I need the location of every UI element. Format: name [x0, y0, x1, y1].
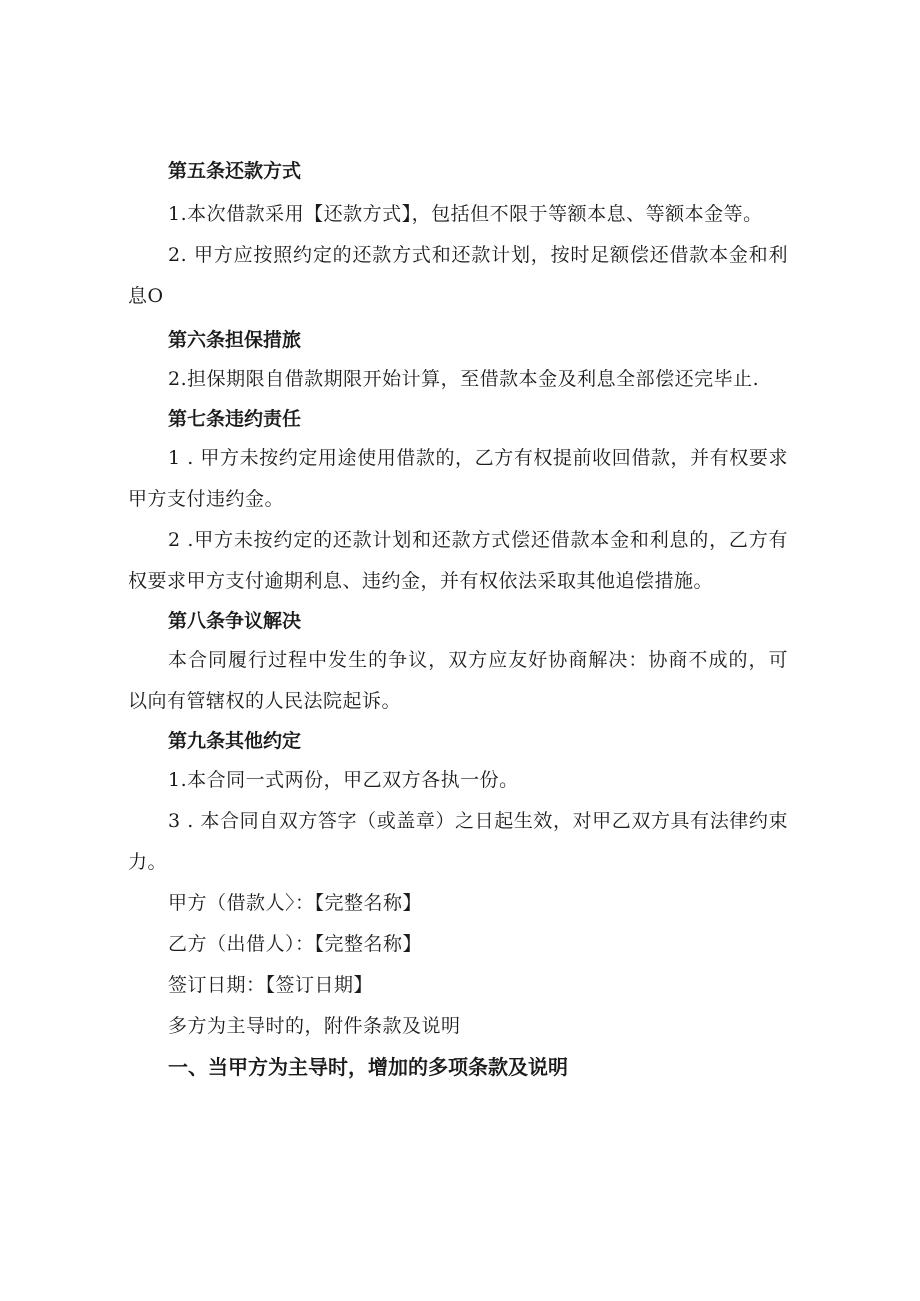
article-7-paragraph-1: 1 . 甲方未按约定用途使用借款的，乙方有权提前收回借款，并有权要求甲方支付违约金。	[128, 447, 788, 510]
article-5-paragraph-2: 2. 甲方应按照约定的还款方式和还款计划，按时足额偿还借款本金和利息O	[128, 244, 788, 307]
article-9-paragraph-1: 1.本合同一式两份，甲乙双方各执一份。	[168, 769, 519, 791]
appendix-intro: 多方为主导时的，附件条款及说明	[168, 1015, 461, 1037]
signature-party-a: 甲方（借款人〉：【完整名称】	[168, 892, 423, 914]
appendix-section-1-title: 一、当甲方为主导时，增加的多项条款及说明	[168, 1055, 568, 1079]
signature-date: 签订日期：【签订日期】	[168, 974, 374, 996]
article-8-paragraph-1: 本合同履行过程中发生的争议，双方应友好协商解决：协商不成的，可以向有管辖权的人民法院起诉。	[128, 649, 788, 712]
article-8-title: 第八条争议解决	[168, 610, 302, 632]
document-body	[128, 152, 788, 1087]
article-6-title: 第六条担保措旅	[168, 329, 302, 351]
signature-party-b: 乙方（出借人）：【完整名称】	[168, 933, 423, 955]
article-9-paragraph-2: 3 . 本合同自双方答字（或盖章）之日起生效，对甲乙双方具有法律约束力。	[128, 810, 788, 873]
article-5-title: 第五条还款方式	[168, 160, 302, 182]
article-5-paragraph-1: 1.本次借款采用【还款方式】，包括但不限于等额本息、等额本金等。	[168, 203, 763, 225]
article-7-paragraph-2: 2 .甲方未按约定的还款计划和还款方式偿还借款本金和利息的，乙方有权要求甲方支付逾期利息、违约金，并有权依法采取其他追偿措施。	[128, 529, 788, 592]
article-7-title: 第七条违约责任	[168, 408, 302, 430]
article-6-paragraph-1: 2.担保期限自借款期限开始计算，至借款本金及利息全部偿还完毕止.	[168, 368, 760, 390]
article-9-title: 第九条其他约定	[168, 730, 302, 752]
